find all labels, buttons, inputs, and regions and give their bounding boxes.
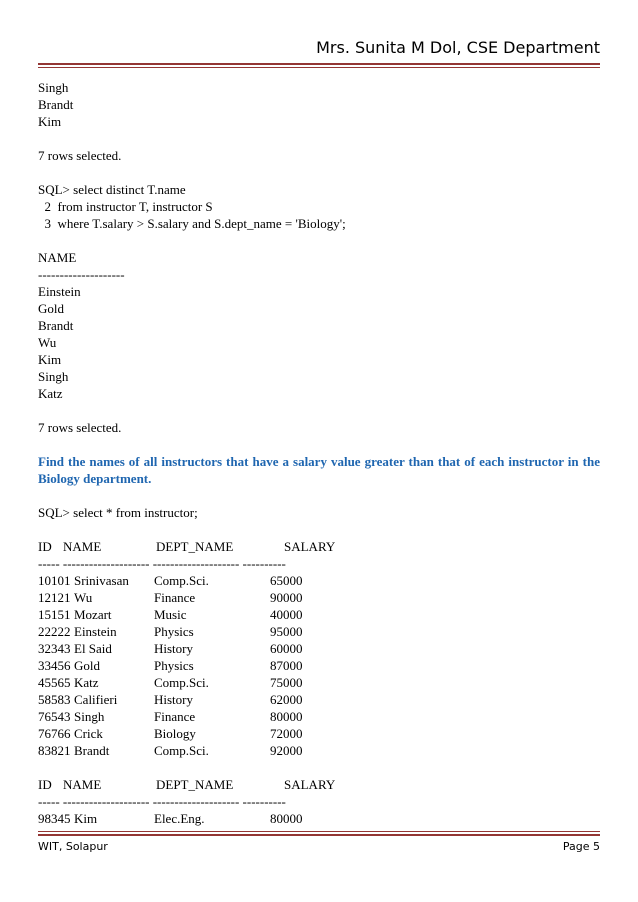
cell-salary: 40000 <box>270 607 303 622</box>
cell-name: Einstein <box>74 624 117 639</box>
header-rule-thick <box>38 63 600 65</box>
cell-id: 33456 <box>38 658 71 673</box>
table-header-row <box>38 776 600 793</box>
footer-page-number: Page 5 <box>562 840 600 853</box>
footer-institution: WIT, Solapur <box>38 840 108 853</box>
cell-salary: 62000 <box>270 692 303 707</box>
cell-name: Califieri <box>74 692 118 707</box>
cell-salary: SALARY <box>284 777 336 792</box>
footer-rule-thin <box>38 831 600 832</box>
cell-id: 12121 <box>38 590 71 605</box>
rows-selected-status: 7 rows selected. <box>38 420 122 435</box>
cell-dept-name: Finance <box>154 590 196 605</box>
cell-id: ID <box>38 539 52 554</box>
table-row <box>38 742 600 759</box>
question-heading: Find the names of all instructors that have a salary value greater than that of each instructor in the Biology department. <box>38 454 600 486</box>
cell-id: 76766 <box>38 726 71 741</box>
sql-query-line: 2 from instructor T, instructor S <box>38 199 213 214</box>
cell-name: El Said <box>74 641 112 656</box>
cell-salary: 92000 <box>270 743 303 758</box>
page-header-title: Mrs. Sunita M Dol, CSE Department <box>316 38 600 57</box>
cell-dept-name: History <box>154 692 193 707</box>
cell-id: 76543 <box>38 709 71 724</box>
cell-dept-name: Biology <box>154 726 196 741</box>
table-separator: ----- -------------------- -------------------- ---------- <box>38 556 286 571</box>
cell-id: 45565 <box>38 675 71 690</box>
cell-dept-name: Finance <box>154 709 196 724</box>
cell-name: Brandt <box>74 743 110 758</box>
cell-id: 10101 <box>38 573 71 588</box>
table-row <box>38 589 600 606</box>
rows-selected-status: 7 rows selected. <box>38 148 122 163</box>
table-row <box>38 708 600 725</box>
result-separator: -------------------- <box>38 267 125 282</box>
cell-id: 58583 <box>38 692 71 707</box>
document-body <box>38 79 600 827</box>
cell-name: Wu <box>74 590 93 605</box>
sql-query-line: SQL> select * from instructor; <box>38 505 198 520</box>
instructor-table <box>38 538 600 759</box>
cell-salary: 95000 <box>270 624 303 639</box>
cell-salary: 90000 <box>270 590 303 605</box>
table-row <box>38 810 600 827</box>
table-row <box>38 691 600 708</box>
result-row: Wu <box>38 335 57 350</box>
table-row <box>38 674 600 691</box>
cell-dept-name: Physics <box>154 624 194 639</box>
result-row: Katz <box>38 386 63 401</box>
cell-name: Gold <box>74 658 100 673</box>
cell-dept-name: Physics <box>154 658 194 673</box>
cell-name: Crick <box>74 726 103 741</box>
cell-id: 98345 <box>38 811 71 826</box>
cell-dept-name: DEPT_NAME <box>156 539 234 554</box>
result-line: Singh <box>38 80 69 95</box>
header-rule-thin <box>38 67 600 68</box>
page-footer <box>38 839 600 855</box>
cell-id: ID <box>38 777 52 792</box>
table-row <box>38 623 600 640</box>
footer-rule-thick <box>38 834 600 836</box>
cell-name: Singh <box>74 709 105 724</box>
cell-id: 32343 <box>38 641 71 656</box>
result-row: Kim <box>38 352 62 367</box>
cell-salary: SALARY <box>284 539 336 554</box>
cell-name: Srinivasan <box>74 573 129 588</box>
cell-name: Mozart <box>74 607 112 622</box>
table-row <box>38 606 600 623</box>
cell-salary: 72000 <box>270 726 303 741</box>
result-row: Brandt <box>38 318 74 333</box>
cell-dept-name: History <box>154 641 193 656</box>
cell-dept-name: Elec.Eng. <box>154 811 205 826</box>
result-row: Einstein <box>38 284 81 299</box>
cell-dept-name: Comp.Sci. <box>154 573 209 588</box>
cell-dept-name: Music <box>154 607 187 622</box>
cell-id: 22222 <box>38 624 71 639</box>
cell-name: Kim <box>74 811 98 826</box>
table-separator: ----- -------------------- -------------------- ---------- <box>38 794 286 809</box>
cell-id: 15151 <box>38 607 71 622</box>
cell-name: Katz <box>74 675 99 690</box>
cell-salary: 87000 <box>270 658 303 673</box>
cell-name: NAME <box>63 539 102 554</box>
cell-dept-name: Comp.Sci. <box>154 743 209 758</box>
instructor-table-continued <box>38 776 600 827</box>
result-line: Kim <box>38 114 62 129</box>
table-row <box>38 572 600 589</box>
result-row: Singh <box>38 369 69 384</box>
cell-salary: 80000 <box>270 811 303 826</box>
cell-salary: 65000 <box>270 573 303 588</box>
table-row <box>38 725 600 742</box>
cell-name: NAME <box>63 777 102 792</box>
result-column-header: NAME <box>38 250 77 265</box>
cell-salary: 75000 <box>270 675 303 690</box>
result-line: Brandt <box>38 97 74 112</box>
table-header-row <box>38 538 600 555</box>
cell-dept-name: DEPT_NAME <box>156 777 234 792</box>
cell-salary: 60000 <box>270 641 303 656</box>
sql-query-line: 3 where T.salary > S.salary and S.dept_name = 'Biology'; <box>38 216 346 231</box>
cell-dept-name: Comp.Sci. <box>154 675 209 690</box>
cell-salary: 80000 <box>270 709 303 724</box>
cell-id: 83821 <box>38 743 71 758</box>
table-row <box>38 640 600 657</box>
table-row <box>38 657 600 674</box>
sql-query-line: SQL> select distinct T.name <box>38 182 186 197</box>
result-row: Gold <box>38 301 64 316</box>
